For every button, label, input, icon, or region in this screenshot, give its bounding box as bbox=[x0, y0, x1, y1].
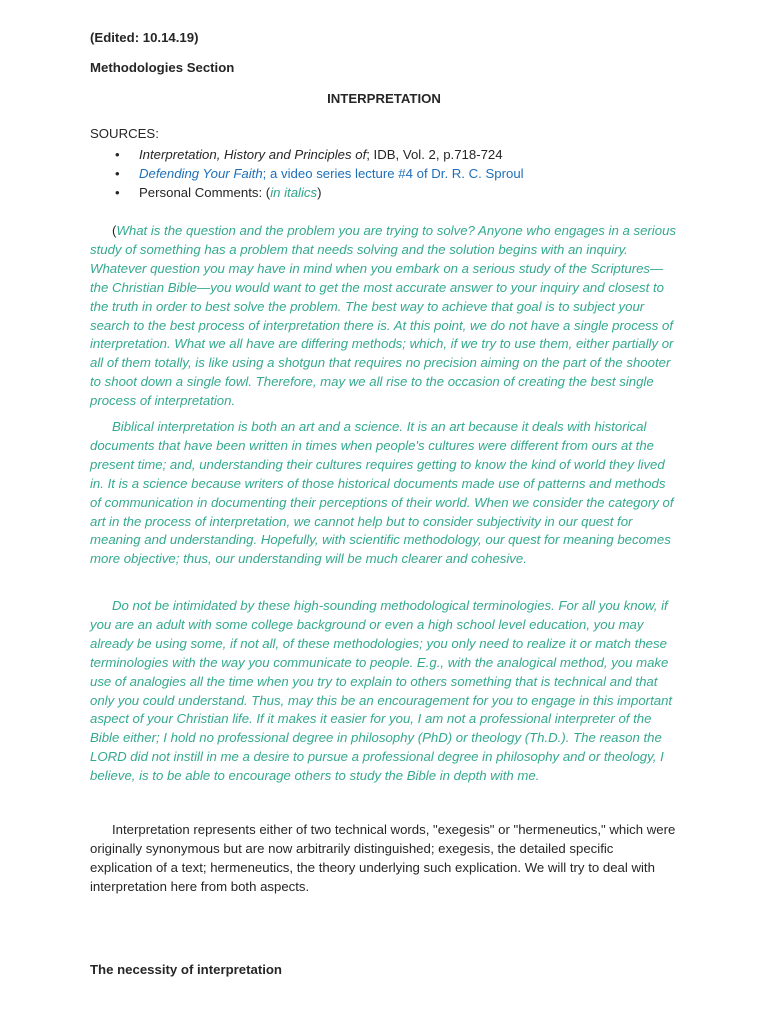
sources-heading: SOURCES: bbox=[90, 126, 159, 141]
comment-text-1: What is the question and the problem you are trying to solve? Anyone who engages in a serious study of something has a problem that needs solving and the solution begins with an inquiry. Whatever question you may have in mind when you embark on a serious study of the Scriptures—the Christian Bible—you would want to get the most accurate answer to your inquiry and closest to the truth in order to best solve the problem. The best way to achieve that goal is to subject your search to the best process of interpretation there is. At this point, we do not have a single process of interpretation. What we all have are differing methods; which, if we try to use them, either partially or all of them totally, is like using a shotgun that requires no precision aiming on the part of the shooter to shoot down a single fowl. Therefore, may we all rise to the occasion of creating the best single process of interpretation. bbox=[90, 223, 676, 409]
comment-paragraph-1 bbox=[90, 222, 678, 411]
source-title: Interpretation, History and Principles of bbox=[139, 147, 367, 162]
comment-paragraph-3 bbox=[90, 597, 678, 786]
edited-date: (Edited: 10.14.19) bbox=[90, 30, 199, 45]
source-italic-note: in italics bbox=[270, 185, 318, 200]
comment-text-2: Biblical interpretation is both an art and a science. It is an art because it deals with historical documents that have been written in times when people's cultures were different from ours at the present time; and, understanding their cultures requires getting to know the kind of world they lived in. It is a science because writers of those historical documents made use of patterns and methods of communication in documenting their perceptions of their world. When we consider the category of art in the process of interpretation, we cannot help but to consider subjectivity in our quest for meaning and understanding. Hopefully, with scientific methodology, our quest for meaning becomes more objective; thus, our understanding will be much clearer and cohesive. bbox=[90, 419, 674, 567]
body-text: Interpretation represents either of two technical words, "exegesis" or "hermeneutics," which were originally synonymous but are now arbitrarily distinguished; exegesis, the detailed specific explication of a text; hermeneutics, the theory underlying such explication. We will try to deal with interpretation here from both aspects. bbox=[90, 822, 676, 894]
body-paragraph bbox=[90, 821, 678, 897]
comment-text-3: Do not be intimidated by these high-sounding methodological terminologies. For all you know, if you are an adult with some college background or even a high school level education, you may already be using some, if not all, of these methodologies; you only need to realize it or match these terminologies with the way you communicate to people. E.g., with the analogical method, you make use of analogies all the time when you try to explain to others something that is technical and that only you could understand. Thus, may this be an encouragement for you to engage in this important aspect of your Christian life. If it makes it easier for you, I am not a professional interpreter of the Bible either; I hold no professional degree in philosophy (PhD) or theology (Th.D.). The reason the LORD did not instill in me a desire to pursue a professional degree in philosophy and or theology, I believe, is to be able to encourage others to study the Bible in depth with me. bbox=[90, 598, 673, 784]
comment-paragraph-2 bbox=[90, 418, 678, 569]
source-suffix: ) bbox=[317, 185, 322, 200]
page-title: INTERPRETATION bbox=[327, 91, 441, 106]
section-subheading: The necessity of interpretation bbox=[90, 962, 282, 977]
source-item bbox=[90, 145, 524, 164]
source-detail: ; IDB, Vol. 2, p.718-724 bbox=[366, 147, 503, 162]
sources-list bbox=[90, 145, 524, 202]
bullet-icon: • bbox=[115, 147, 120, 162]
source-item bbox=[90, 183, 524, 202]
section-label: Methodologies Section bbox=[90, 60, 235, 75]
source-item bbox=[90, 164, 524, 183]
bullet-icon: • bbox=[115, 166, 120, 181]
source-title[interactable]: Defending Your Faith bbox=[139, 166, 263, 181]
source-prefix: Personal Comments: ( bbox=[139, 185, 271, 200]
source-detail[interactable]: ; a video series lecture #4 of Dr. R. C. Sproul bbox=[262, 166, 524, 181]
open-paren: ( bbox=[112, 223, 117, 238]
bullet-icon: • bbox=[115, 185, 120, 200]
